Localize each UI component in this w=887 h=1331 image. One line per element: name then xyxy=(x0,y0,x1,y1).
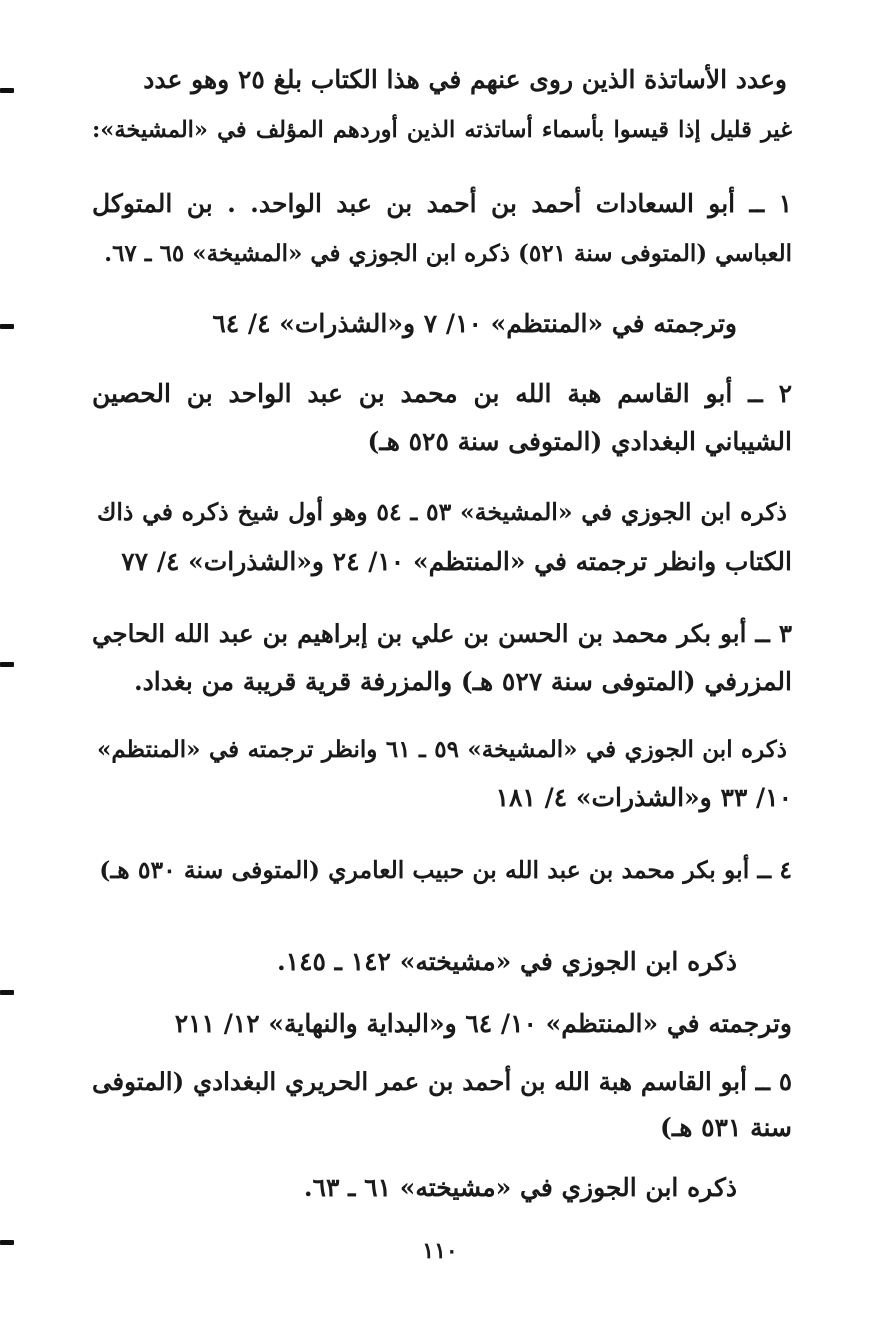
text-line: ٢ ــ أبو القاسم هبة الله بن محمد بن عبد الواحد بن الحصين xyxy=(92,379,792,408)
text-line: ذكره ابن الجوزي في «المشيخة» ٥٩ ـ ٦١ وانظر ترجمته في «المنتظم» xyxy=(97,736,787,763)
text-line: العباسي (المتوفى سنة ٥٢١) ذكره ابن الجوزي في «المشيخة» ٦٥ ـ ٦٧. xyxy=(104,240,792,267)
text-line: الكتاب وانظر ترجمته في «المنتظم» ١٠/ ٢٤ و«الشذرات» ٤/ ٧٧ xyxy=(121,547,792,576)
text-line: سنة ٥٣١ هـ) xyxy=(660,1113,792,1142)
text-line: وترجمته في «المنتظم» ١٠/ ٦٤ و«البداية والنهاية» ١٢/ ٢١١ xyxy=(174,1009,792,1038)
text-line: ٥ ــ أبو القاسم هبة الله بن أحمد بن عمر الحريري البغدادي (المتوفى xyxy=(92,1067,792,1096)
text-line: الشيباني البغدادي (المتوفى سنة ٥٢٥ هـ) xyxy=(367,427,792,456)
text-line: المزرفي (المتوفى سنة ٥٢٧ هـ) والمزرفة قرية قريبة من بغداد. xyxy=(133,667,792,696)
margin-mark xyxy=(0,1240,14,1245)
text-line: ذكره ابن الجوزي في «المشيخة» ٥٣ ـ ٥٤ وهو أول شيخ ذكره في ذاك xyxy=(97,498,787,526)
text-line: وعدد الأساتذة الذين روى عنهم في هذا الكتاب بلغ ٢٥ وهو عدد xyxy=(143,65,787,94)
text-line: غير قليل إذا قيسوا بأسماء أساتذته الذين أوردهم المؤلف في «المشيخة»: xyxy=(92,117,792,143)
margin-mark xyxy=(0,662,14,667)
margin-mark xyxy=(0,88,14,93)
margin-mark xyxy=(0,324,14,329)
text-line: وترجمته في «المنتظم» ١٠/ ٧ و«الشذرات» ٤/ ٦٤ xyxy=(212,309,737,338)
text-line: ٣ ــ أبو بكر محمد بن الحسن بن علي بن إبراهيم بن عبد الله الحاجي xyxy=(92,619,792,648)
margin-mark xyxy=(0,990,14,995)
text-line: ٤ ــ أبو بكر محمد بن عبد الله بن حبيب العامري (المتوفى سنة ٥٣٠ هـ) xyxy=(99,856,792,884)
page-number: ١١٠ xyxy=(422,1238,458,1264)
text-line: ذكره ابن الجوزي في «مشيخته» ٦١ ـ ٦٣. xyxy=(303,1173,737,1202)
text-line: ١٠/ ٣٣ و«الشذرات» ٤/ ١٨١ xyxy=(495,783,792,812)
text-line: ١ ــ أبو السعادات أحمد بن أحمد بن عبد الواحد. . بن المتوكل xyxy=(92,189,792,218)
text-line: ذكره ابن الجوزي في «مشيخته» ١٤٢ ـ ١٤٥. xyxy=(276,947,737,976)
